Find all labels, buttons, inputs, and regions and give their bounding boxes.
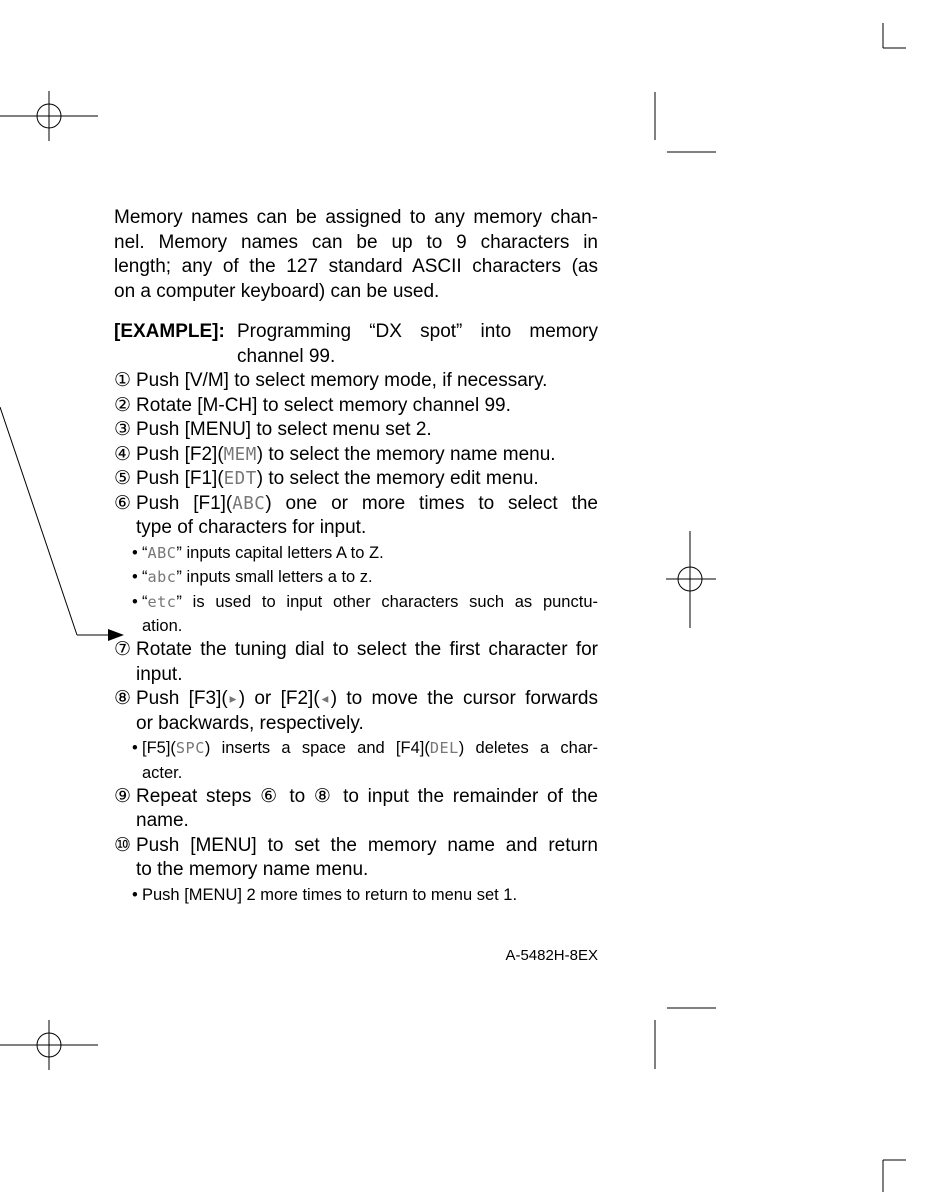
bullet: • bbox=[132, 568, 138, 586]
step-number: ④ bbox=[114, 443, 132, 465]
step-text-continued: type of characters for input. bbox=[136, 517, 367, 538]
note-text bbox=[142, 541, 598, 566]
bullet: • bbox=[132, 885, 138, 904]
registration-mark-bottom-left bbox=[0, 1020, 98, 1070]
step-text bbox=[136, 467, 598, 492]
step-number: ⑤ bbox=[114, 468, 132, 489]
note-text: Push [MENU] 2 more times to return to menu set 1. bbox=[142, 885, 518, 904]
example-text: Programming “DX spot” into memory bbox=[237, 321, 598, 342]
note-text-part: [F5]( bbox=[142, 739, 176, 757]
intro-paragraph bbox=[114, 206, 598, 304]
bullet: • bbox=[132, 739, 138, 757]
lcd-etc-label: etc bbox=[147, 592, 177, 611]
step-number: ③ bbox=[114, 419, 132, 440]
step-number: ⑧ bbox=[114, 688, 132, 709]
step-text-continued: name. bbox=[136, 810, 189, 831]
crop-mark-bottom-inner bbox=[655, 1008, 716, 1069]
step-text-part: Push [F3]( bbox=[136, 688, 228, 709]
step-text-continued: to the memory name menu. bbox=[136, 859, 369, 880]
quote-mark: “ bbox=[142, 543, 148, 562]
lcd-spc-label: SPC bbox=[175, 739, 205, 757]
note-text bbox=[142, 590, 598, 615]
step-text-continued: input. bbox=[136, 663, 183, 685]
step-text-part: ) to move the cursor forwards bbox=[330, 688, 598, 709]
cursor-left-icon: ◂ bbox=[319, 689, 331, 709]
intro-line: nel. Memory names can be up to 9 characters in bbox=[114, 231, 598, 253]
step-text-part: ) to select the memory edit menu. bbox=[256, 468, 539, 489]
registration-mark-top-left bbox=[0, 91, 98, 141]
intro-line: length; any of the 127 standard ASCII characters (as bbox=[114, 256, 598, 277]
step-number: ⑥ bbox=[114, 492, 132, 514]
example-text: channel 99. bbox=[237, 345, 336, 367]
step-number: ⑦ bbox=[114, 639, 132, 660]
cursor-right-icon: ▸ bbox=[227, 689, 239, 709]
lcd-edt-label: EDT bbox=[223, 469, 257, 489]
callout-arrow bbox=[0, 407, 108, 635]
crop-mark-bottom-right bbox=[883, 1160, 906, 1192]
step-text-part: ) to select the memory name menu. bbox=[256, 443, 556, 465]
document-number: A-5482H-8EX bbox=[505, 947, 598, 964]
step-text-part: ) one or more times to select the bbox=[265, 492, 598, 514]
lcd-abc-lower-label: abc bbox=[147, 568, 177, 586]
note-text-continued: acter. bbox=[142, 763, 183, 782]
note-text-part: ” inputs capital letters A to Z. bbox=[176, 543, 384, 562]
step-text bbox=[136, 492, 598, 517]
step-text: Rotate the tuning dial to select the first character for bbox=[136, 639, 598, 660]
step-text-part: Push [F2]( bbox=[136, 443, 224, 465]
crop-mark-top-right bbox=[883, 23, 906, 48]
note-text-part: ” is used to input other characters such as punctu- bbox=[176, 592, 598, 611]
example-label: [EXAMPLE]: bbox=[114, 321, 225, 342]
note-text bbox=[142, 565, 598, 590]
step-number: ⑩ bbox=[114, 834, 132, 856]
bullet: • bbox=[132, 543, 138, 562]
manual-content bbox=[114, 206, 598, 904]
step-text bbox=[136, 687, 598, 712]
step-text: Push [MENU] to select menu set 2. bbox=[136, 419, 432, 440]
bullet: • bbox=[132, 592, 138, 611]
step-text-part: Push [F1]( bbox=[136, 468, 224, 489]
lcd-abc-label: ABC bbox=[232, 493, 266, 514]
lcd-mem-label: MEM bbox=[223, 444, 257, 465]
step-text bbox=[136, 443, 598, 468]
step-text: Repeat steps ⑥ to ⑧ to input the remainder of the bbox=[136, 785, 598, 807]
lcd-del-label: DEL bbox=[429, 739, 459, 757]
lcd-abc-upper-label: ABC bbox=[147, 543, 177, 562]
note-text-part: ) inserts a space and [F4]( bbox=[204, 739, 430, 757]
step-number: ① bbox=[114, 370, 132, 391]
registration-mark-right bbox=[666, 531, 716, 628]
step-text: Rotate [M-CH] to select memory channel 99. bbox=[136, 394, 511, 416]
step-text-continued: or backwards, respectively. bbox=[136, 712, 364, 734]
crop-mark-top-inner bbox=[655, 92, 716, 152]
note-text-part: ” inputs small letters a to z. bbox=[176, 568, 373, 586]
step-number: ⑨ bbox=[114, 785, 132, 807]
step-text-part: ) or [F2]( bbox=[238, 688, 320, 709]
quote-mark: “ bbox=[142, 592, 148, 611]
note-text-continued: ation. bbox=[142, 617, 183, 635]
note-text bbox=[142, 736, 598, 761]
intro-line: Memory names can be assigned to any memory chan- bbox=[114, 207, 598, 228]
quote-mark: “ bbox=[142, 568, 148, 586]
step-text: Push [V/M] to select memory mode, if necessary. bbox=[136, 370, 548, 391]
step-number: ② bbox=[114, 394, 132, 416]
intro-line: on a computer keyboard) can be used. bbox=[114, 280, 440, 302]
note-text-part: ) deletes a char- bbox=[458, 739, 598, 757]
step-text: Push [MENU] to set the memory name and return bbox=[136, 834, 598, 856]
step-text-part: Push [F1]( bbox=[136, 492, 233, 514]
